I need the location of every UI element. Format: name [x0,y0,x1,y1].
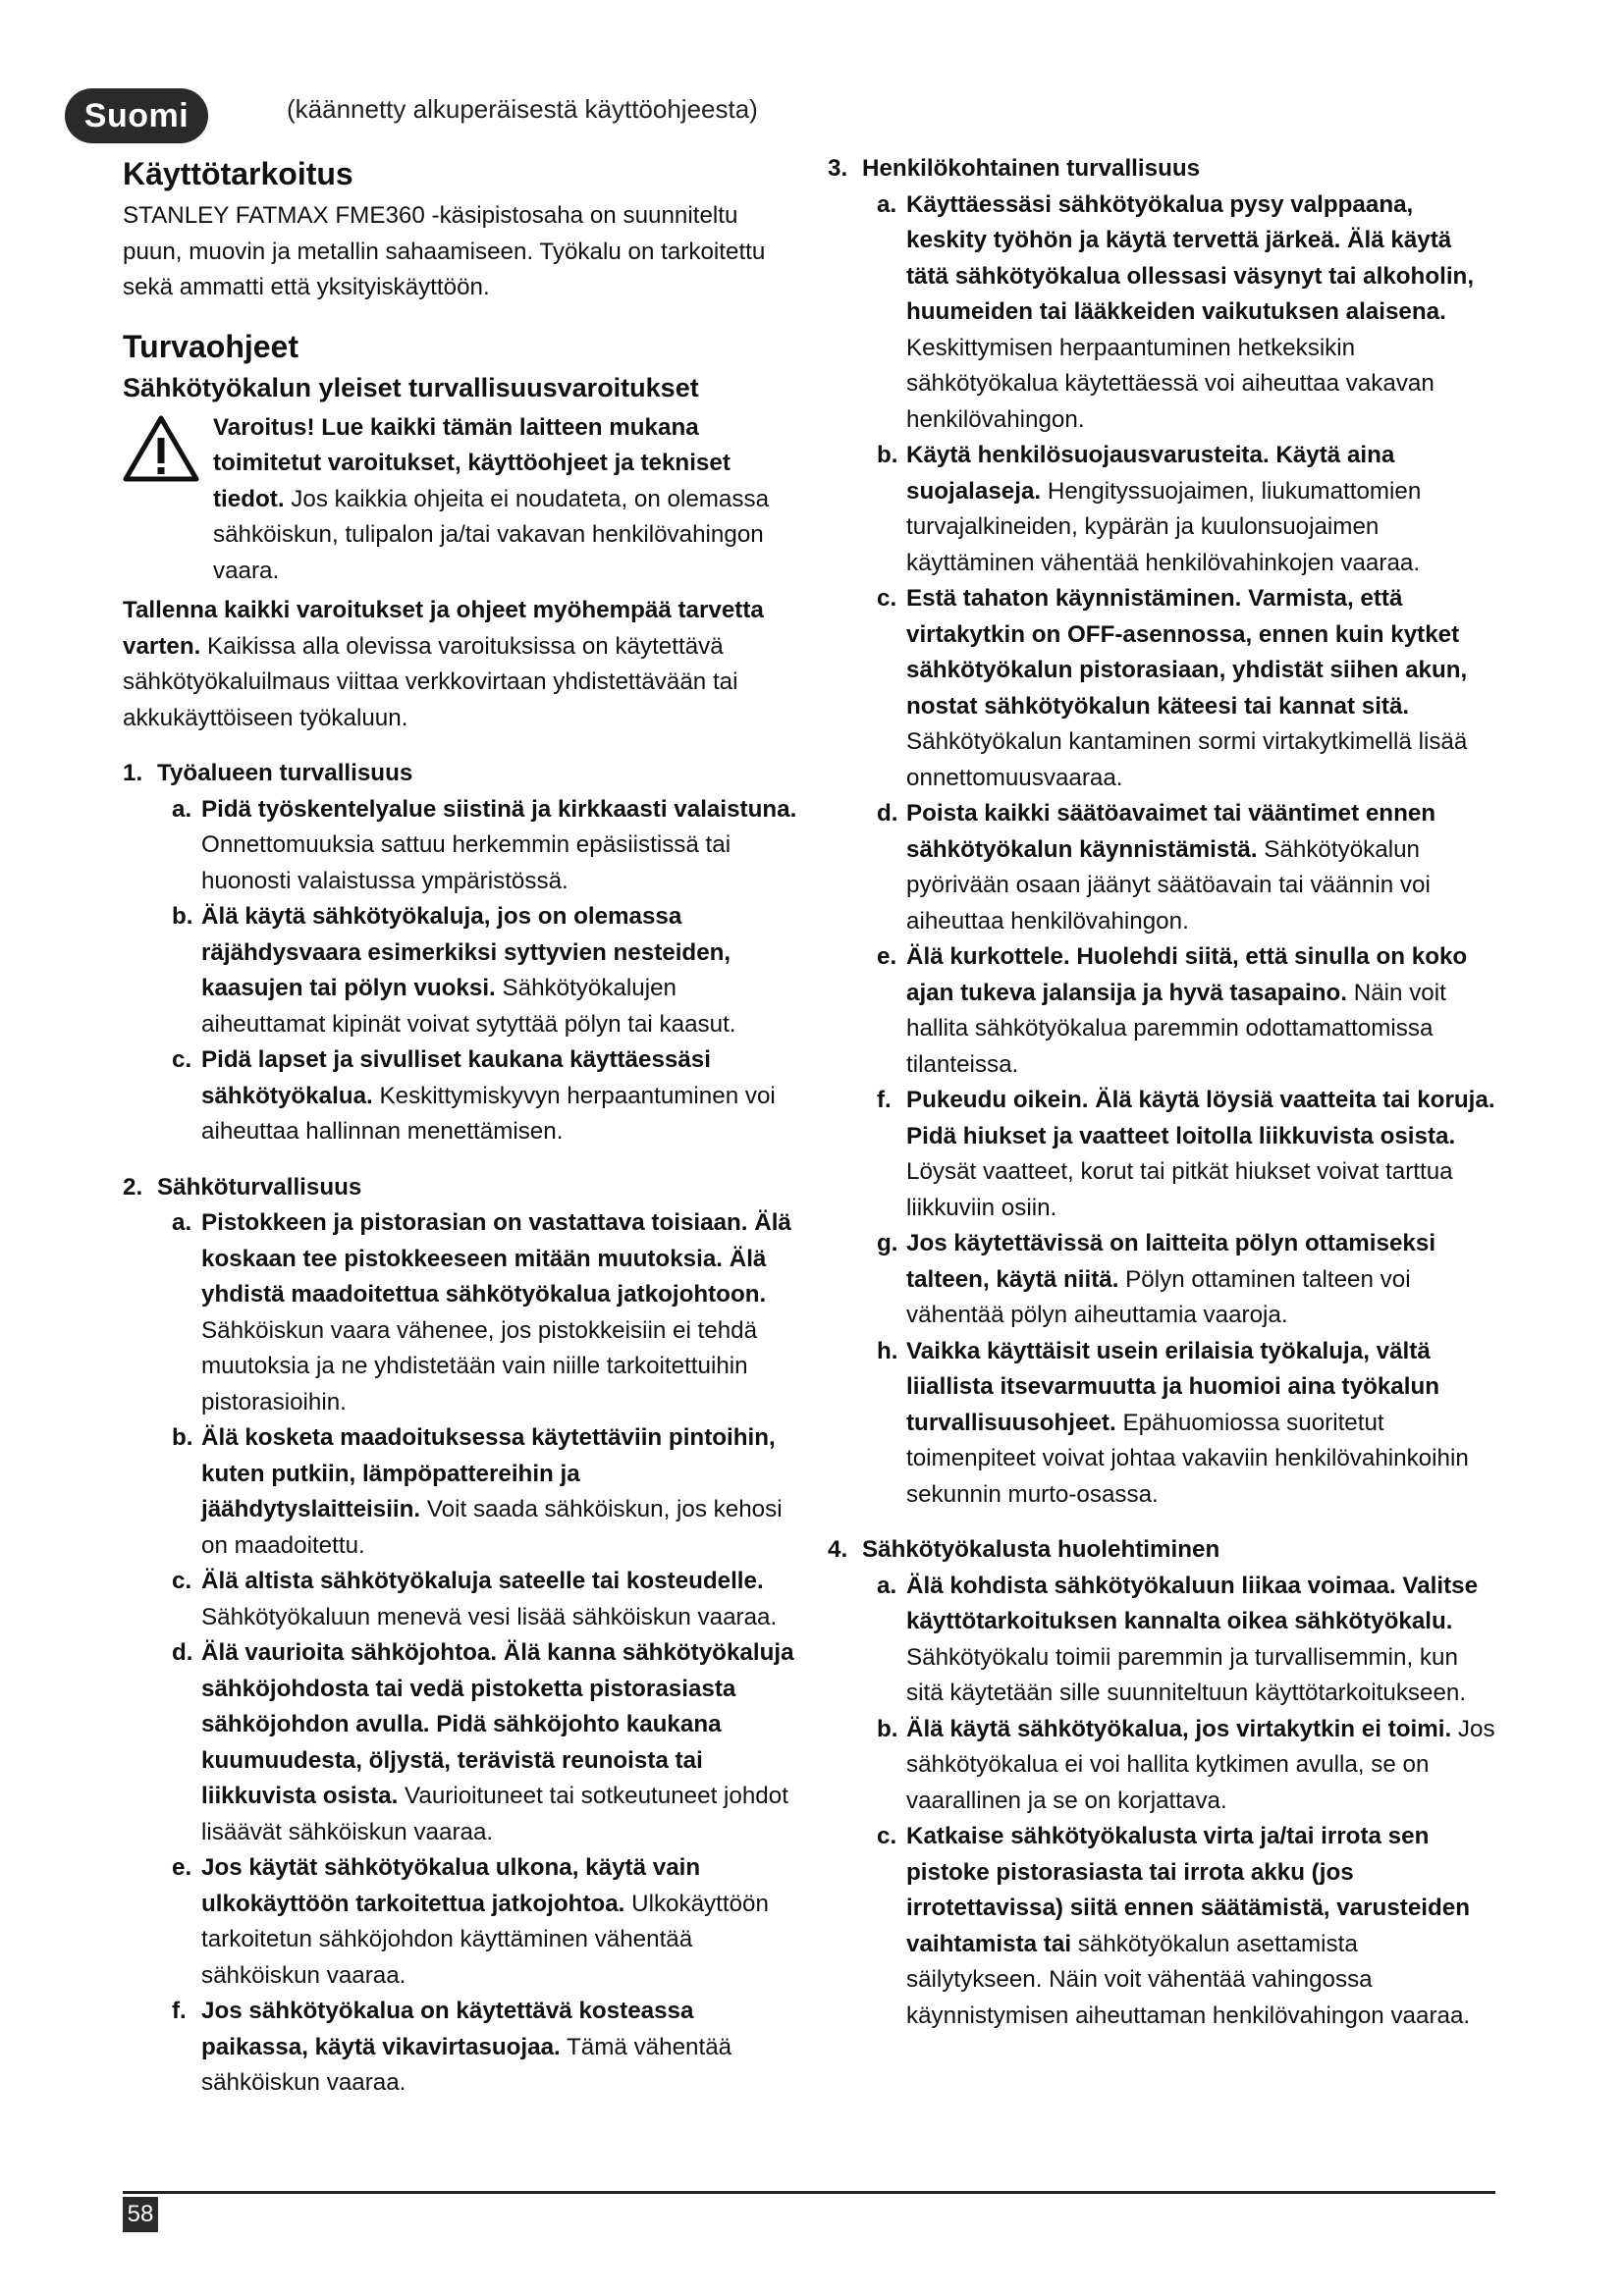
list-item [172,1042,800,1150]
list-item [877,1712,1495,1820]
section-number: 4. [828,1536,848,1563]
item-bold: Älä käytä sähkötyökaluja, jos on olemassa räjähdysvaara esimerkiksi syttyvien nesteiden, kaasujen tai pölyn vuoksi. [201,903,731,1001]
item-bold: Käyttäessäsi sähkötyökalua pysy valppaana, keskity työhön ja käytä tervettä järkeä. Älä käytä tätä sähkötyökalua ollessasi väsynyt tai alkoholin, huumeiden tai lääkkeiden vaikutuksen alaisena. [906,190,1475,325]
save-bold: Tallenna kaikki varoitukset ja ohjeet myöhempää tarvetta varten. [123,597,764,660]
item-normal: Näin voit hallita sähkötyökalua paremmin odottamattomissa tilanteissa. [906,979,1446,1078]
list-item [172,1420,800,1564]
item-letter: a. [172,795,192,823]
item-letter: g. [877,1230,898,1256]
item-text [906,1083,1495,1226]
item-bold: Älä kosketa maadoituksessa käytettäviin pintoihin, kuten putkiin, lämpöpattereihin ja jäähdytyslaitteisiin. [201,1424,776,1522]
item-letter: d. [172,1639,193,1666]
item-normal: Epähuomiossa suoritetut toimenpiteet voivat johtaa vakaviin henkilövahinkoihin sekunnin murto-osassa. [906,1409,1469,1508]
item-normal: Ulkokäyttöön tarkoitetun sähköjohdon käyttäminen vähentää sähköiskun vaaraa. [201,1890,769,1989]
item-letter: c. [877,585,897,612]
item-text [201,899,800,1042]
item-bold: Älä altista sähkötyökaluja sateelle tai kosteudelle. [201,1568,764,1594]
item-letter: a. [877,190,897,218]
right-column [828,151,1495,2034]
section-number: 3. [828,155,848,182]
item-normal: Sähkötyökalu toimii paremmin ja turvallisemmin, kun sitä käytetään sille suunniteltuun käyttötarkoitukseen. [906,1643,1467,1706]
safety-title: Turvaohjeet [123,328,298,364]
item-normal: Sähköiskun vaara vähenee, jos pistokkeisiin ei tehdä muutoksia ja ne yhdistetään vain niille tarkoitettuihin pistorasioihin. [201,1316,758,1415]
item-text [201,1635,800,1850]
item-letter: c. [877,1823,897,1849]
item-bold: Pidä työskentelyalue siistinä ja kirkkaasti valaistuna. [201,795,797,823]
item-text [201,1564,800,1635]
item-normal: Jos sähkötyökalua ei voi hallita kytkimen avulla, se on vaarallinen ja se on korjattava. [906,1715,1495,1814]
item-bold: Katkaise sähkötyökalusta virta ja/tai irrota sen pistoke pistorasiasta tai irrota akku (jos irrotettavissa) siitä ennen säätämistä, varusteiden vaihtamista tai [906,1823,1471,1957]
section-title [828,151,1495,187]
item-text [906,939,1495,1083]
item-letter: a. [172,1209,192,1236]
item-letter: c. [172,1046,192,1073]
list-item [172,899,800,1042]
list-item [172,1994,800,2102]
item-text [906,1712,1495,1820]
intended-use-text: STANLEY FATMAX FME360 -käsipistosaha on suunniteltu puun, muovin ja metallin sahaamiseen. Työkalu on tarkoitettu sekä ammatti että yksityiskäyttöön. [123,202,766,300]
item-normal: Sähkötyökalun kantaminen sormi virtakytkimellä lisää onnettomuusvaaraa. [906,728,1468,791]
save-normal: Kaikissa alla olevissa varoituksissa on käytettävä sähkötyökaluilmaus viittaa verkkovirtaan yhdistettävään tai akkukäyttöiseen työkaluun. [123,632,738,731]
section-number: 2. [123,1173,143,1201]
list-item [172,1205,800,1420]
list-item [877,1334,1495,1514]
item-bold: Jos käytät sähkötyökalua ulkona, käytä vain ulkokäyttöön tarkoitettua jatkojohtoa. [201,1854,701,1917]
section-1 [123,756,800,1150]
item-normal: Vaurioituneet tai sotkeutuneet johdot lisäävät sähköiskun vaaraa. [201,1783,788,1845]
item-bold: Poista kaikki säätöavaimet tai vääntimet ennen sähkötyökalun käynnistämistä. [906,800,1436,863]
item-bold: Pistokkeen ja pistorasian on vastattava toisiaan. Älä koskaan tee pistokkeeseen mitään muutoksia. Älä yhdistä maadoitettua sähkötyökalua jatkojohtoon. [201,1209,791,1308]
warning-bold: Varoitus! Lue kaikki tämän laitteen mukana toimitetut varoitukset, käyttöohjeet ja tekniset tiedot. [213,413,731,512]
item-text [906,1819,1495,2034]
item-text [906,796,1495,939]
item-bold: Pukeudu oikein. Älä käytä löysiä vaatteita tai koruja. Pidä hiukset ja vaatteet loitolla liikkuvista osista. [906,1087,1495,1149]
item-letter: d. [877,800,898,827]
footer-rule [123,2191,1495,2194]
item-letter: b. [877,442,898,468]
section-2 [123,1170,800,2102]
item-bold: Estä tahaton käynnistäminen. Varmista, että virtakytkin on OFF-asennossa, ennen kuin kytket sähkötyökalun pistorasiaan, yhdistät siihen akun, nostat sähkötyökalun käteesi tai kannat sitä. [906,585,1468,720]
list-item [877,187,1495,439]
item-normal: Löysät vaatteet, korut tai pitkät hiukset voivat tarttua liikkuviin osiin. [906,1158,1453,1221]
item-letter: a. [877,1572,897,1599]
item-text [201,1042,800,1150]
warning-block [123,410,800,590]
item-letter: h. [877,1337,898,1364]
item-normal: sähkötyökalun asettamista säilytykseen. Näin voit vähentää vahingossa käynnistymisen aiheuttaman henkilövahingon vaaraa. [906,1930,1471,2029]
intended-use-title: Käyttötarkoitus [123,156,353,191]
list-item [877,796,1495,939]
section-title-text: Sähköturvallisuus [157,1173,362,1201]
item-normal: Sähkötyökaluun menevä vesi lisää sähköiskun vaaraa. [201,1603,778,1630]
item-normal: Voit saada sähköiskun, jos kehosi on maadoitettu. [201,1496,783,1559]
item-text [201,792,800,900]
section-title-text: Henkilökohtainen turvallisuus [862,155,1201,182]
section-4 [828,1532,1495,2034]
item-text [906,1226,1495,1334]
item-letter: f. [172,1998,187,2024]
item-text [201,1994,800,2102]
language-badge: Suomi [65,88,208,143]
item-normal: Keskittymiskyvyn herpaantuminen voi aiheuttaa hallinnan menettämisen. [201,1082,776,1145]
section-title [123,756,800,792]
section-title-text: Työalueen turvallisuus [157,760,413,786]
warning-triangle-icon [123,414,199,483]
item-bold: Älä kurkottele. Huolehdi siitä, että sinulla on koko ajan tukeva jalansija ja hyvä tasapaino. [906,943,1468,1006]
list-item [877,1569,1495,1712]
section-3 [828,151,1495,1513]
list-item [877,939,1495,1083]
left-column [123,155,800,2102]
page-number: 58 [123,2197,158,2232]
item-bold: Älä kohdista sähkötyökaluun liikaa voimaa. Valitse käyttötarkoituksen kannalta oikea sähkötyökalu. [906,1572,1479,1634]
item-text [906,1569,1495,1712]
list-item [877,1226,1495,1334]
item-bold: Jos sähkötyökalua on käytettävä kosteassa paikassa, käytä vikavirtasuojaa. [201,1998,694,2060]
item-text [201,1420,800,1564]
item-bold: Vaikka käyttäisit usein erilaisia työkaluja, vältä liiallista itsevarmuutta ja huomioi aina työkalun turvallisuusohjeet. [906,1337,1440,1436]
item-letter: f. [877,1087,892,1113]
item-text [201,1205,800,1420]
list-item [877,1083,1495,1226]
list-item [172,1850,800,1994]
list-item [877,438,1495,581]
item-normal: Tämä vähentää sähköiskun vaaraa. [201,2033,732,2096]
safety-subtitle: Sähkötyökalun yleiset turvallisuusvaroitukset [123,372,699,402]
item-letter: b. [172,903,193,930]
section-number: 1. [123,760,143,786]
item-letter: c. [172,1568,192,1594]
item-text [906,581,1495,796]
item-letter: b. [172,1424,193,1451]
list-item [877,1819,1495,2034]
item-normal: Onnettomuuksia sattuu herkemmin epäsiistissä tai huonosti valaistussa ympäristössä. [201,831,731,894]
item-normal: Hengityssuojaimen, liukumattomien turvajalkineiden, kypärän ja kuulonsuojaimen käyttäminen vähentää henkilövahinkojen vaaraa. [906,477,1422,576]
section-title [828,1532,1495,1569]
item-text [906,187,1495,439]
item-text [906,1334,1495,1514]
item-bold: Älä vaurioita sähköjohtoa. Älä kanna sähkötyökaluja sähköjohdosta tai vedä pistoketta pistorasiasta sähköjohdon avulla. Pidä sähköjohto kaukana kuumuudesta, öljystä, terävistä reunoista tai liikkuvista osista. [201,1639,794,1809]
translation-note: (käännetty alkuperäisestä käyttöohjeesta) [287,94,758,124]
warning-normal: Jos kaikkia ohjeita ei noudateta, on olemassa sähköiskun, tulipalon ja/tai vakavan henkilövahingon vaara. [213,485,770,584]
save-instructions [123,593,800,736]
item-bold: Jos käytettävissä on laitteita pölyn ottamiseksi talteen, käytä niitä. [906,1230,1436,1293]
item-bold: Käytä henkilösuojausvarusteita. Käytä aina suojalaseja. [906,442,1395,505]
item-letter: e. [877,943,897,970]
item-letter: e. [172,1854,192,1881]
item-letter: b. [877,1715,898,1742]
section-title-text: Sähkötyökalusta huolehtiminen [862,1536,1220,1563]
list-item [172,1635,800,1850]
item-normal: Keskittymisen herpaantuminen hetkeksikin sähkötyökalua käytettäessä voi aiheuttaa vakavan henkilövahingon. [906,334,1435,433]
warning-text [213,410,800,590]
list-item [172,1564,800,1635]
section-title [123,1170,800,1206]
item-normal: Sähkötyökalun pyörivään osaan jäänyt säätöavain tai väännin voi aiheuttaa henkilövahingon. [906,835,1431,934]
list-item [172,792,800,900]
item-normal: Pölyn ottaminen talteen voi vähentää pölyn aiheuttamia vaaroja. [906,1265,1411,1328]
item-text [906,438,1495,581]
item-bold: Pidä lapset ja sivulliset kaukana käyttäessäsi sähkötyökalua. [201,1046,711,1109]
item-text [201,1850,800,1994]
item-normal: Sähkötyökalujen aiheuttamat kipinät voivat sytyttää pölyn tai kaasut. [201,975,736,1038]
item-bold: Älä käytä sähkötyökalua, jos virtakytkin ei toimi. [906,1715,1452,1742]
list-item [877,581,1495,796]
